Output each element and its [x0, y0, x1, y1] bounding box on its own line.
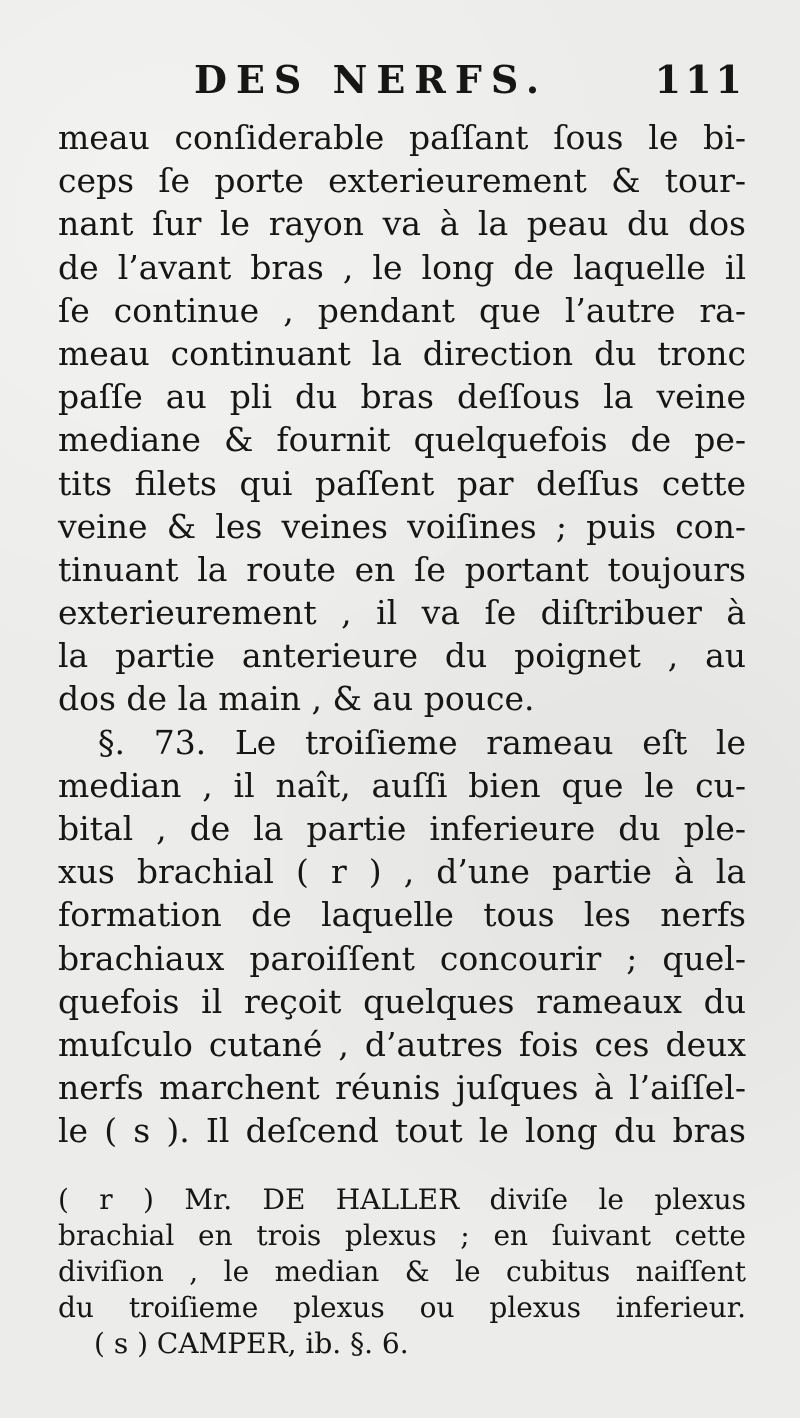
body-line: formation de laquelle tous les nerfs — [58, 895, 746, 935]
body-line: xus brachial ( r ) , d’une partie à la — [58, 852, 746, 892]
body-line: brachiaux paroiſſent concourir ; quel- — [58, 938, 746, 978]
body-line: bital , de la partie inferieure du ple- — [58, 809, 746, 848]
body-line: meau conſiderable paſſant ſous le bi- — [58, 118, 746, 157]
body-line: quefois il reçoit quelques rameaux du — [58, 981, 746, 1021]
footnotes — [58, 1182, 746, 1362]
body-line: de l’avant bras , le long de laquelle il — [58, 247, 746, 287]
body-line: muſculo cutané , d’autres fois ces deux — [58, 1024, 746, 1064]
body-line: dos de la main , & au pouce. — [58, 679, 535, 719]
body-line: ceps ſe porte exterieurement & tour- — [58, 161, 746, 201]
body-line: nant ſur le rayon va à la peau du dos — [58, 204, 746, 244]
body-line: tits filets qui paſſent par deſſus cette — [58, 463, 746, 503]
footnote-line: ( r ) Mr. DE HALLER diviſe le plexus — [58, 1183, 746, 1216]
body-line: tinuant la route en ſe portant toujours — [58, 549, 746, 589]
body-line: la partie anterieure du poignet , au — [58, 636, 746, 676]
running-head — [58, 52, 746, 108]
body-line: nerfs marchent réunis juſques à l’aiſſel- — [58, 1068, 746, 1108]
body-line: paſſe au pli du bras deſſous la veine — [58, 377, 746, 417]
footnote-line: diviſion , le median & le cubitus naiſſent — [58, 1255, 746, 1288]
section-heading-line: §. 73. Le troiſieme rameau eſt le — [98, 722, 746, 762]
body-line: exterieurement , il va ſe diſtribuer à — [58, 593, 746, 633]
footnote-line: ( s ) CAMPER, ib. §. 6. — [94, 1327, 409, 1360]
page-number: 111 — [654, 57, 746, 102]
body-line: le ( s ). Il deſcend tout le long du bras — [58, 1111, 746, 1151]
footnote-line: brachial en trois plexus ; en ſuivant cette — [58, 1219, 746, 1252]
running-title: DES NERFS. — [194, 57, 549, 102]
body-line: meau continuant la direction du tronc — [58, 333, 746, 373]
body-line: median , il naît, auſſi bien que le cu- — [58, 765, 746, 805]
footnote-line: du troiſieme plexus ou plexus inferieur. — [58, 1291, 746, 1324]
body-line: mediane & fournit quelquefois de pe- — [58, 420, 746, 460]
body-text — [58, 116, 746, 1153]
body-line: veine & les veines voiſines ; puis con- — [58, 506, 746, 546]
body-line: ſe continue , pendant que l’autre ra- — [58, 290, 746, 330]
